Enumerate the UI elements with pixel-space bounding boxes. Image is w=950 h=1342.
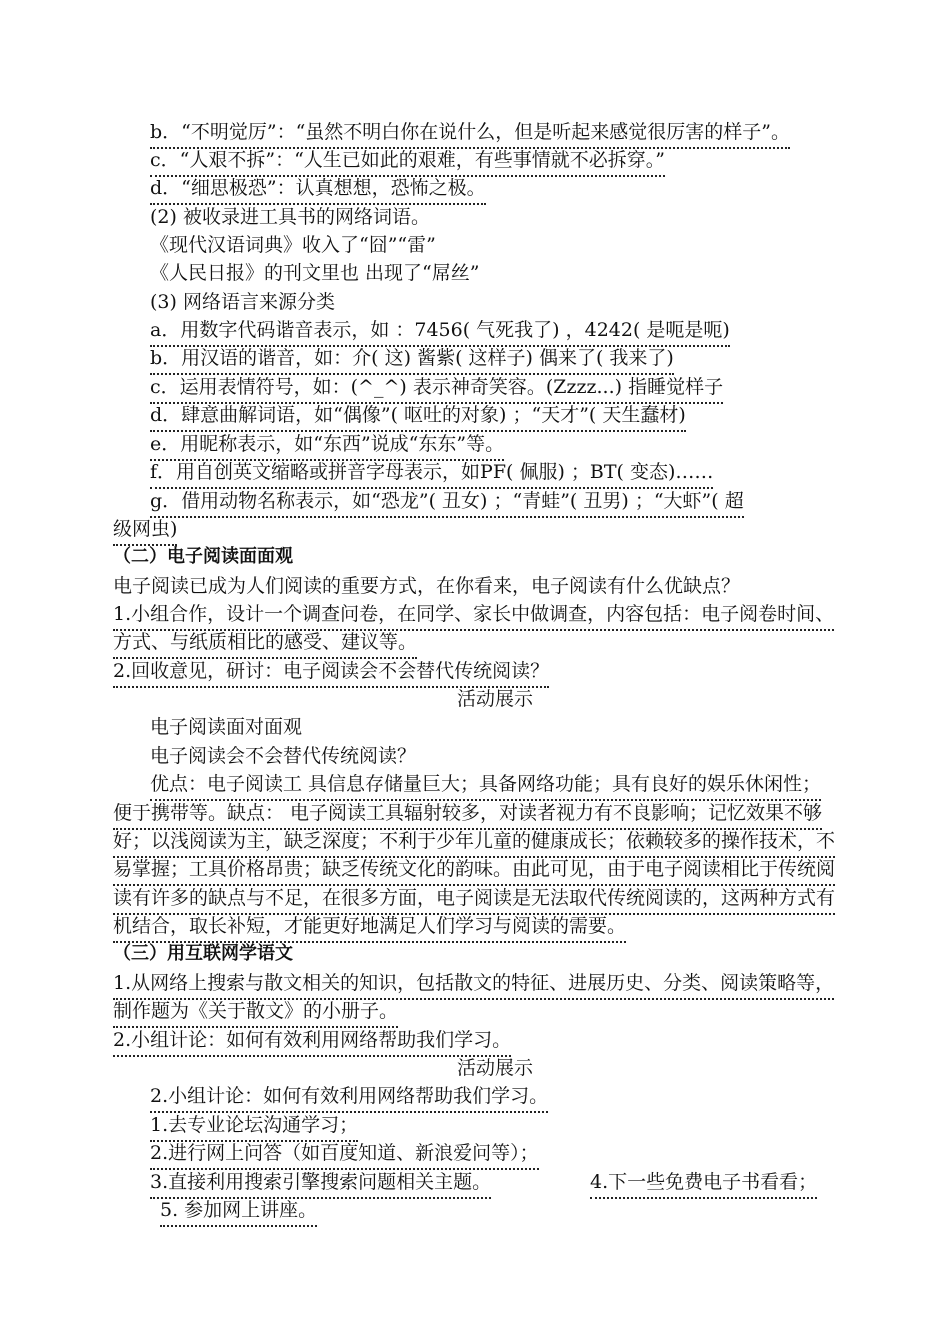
subsection-3-title: (3) 网络语言来源分类 bbox=[150, 291, 335, 313]
pros-cons-line-6: 机结合，取长补短，才能更好地满足人们学习与阅读的需要。 bbox=[113, 912, 626, 943]
source-item-e: e．用昵称表示，如“东西”说成“东东”等。 bbox=[150, 430, 504, 461]
section-2-task-2: 2.回收意见，研讨：电子阅读会不会替代传统阅读？ bbox=[113, 657, 549, 688]
section-2-heading: （二）电子阅读面面观 bbox=[113, 546, 293, 567]
newspaper-line: 《人民日报》的刊文里也 出现了“屌丝” bbox=[150, 262, 480, 284]
activity-label-2: 活动展示 bbox=[456, 1057, 533, 1079]
method-item-2: 2.进行网上问答（如百度知道、新浪爱问等）； bbox=[150, 1139, 539, 1170]
slang-item-d: d．“细思极恐”：认真想想，恐怖之极。 bbox=[150, 174, 486, 205]
source-item-b: b．用汉语的谐音，如：介( 这) 酱紫( 这样子) 偶来了( 我来了) bbox=[150, 344, 674, 375]
section-2-task-1-continued: 方式、与纸质相比的感受、建议等。 bbox=[113, 628, 417, 659]
slang-item-c: c．“人艰不拆”：“人生已如此的艰难，有些事情就不必拆穿。” bbox=[150, 146, 665, 177]
dictionary-line: 《现代汉语词典》收入了“囧”“雷” bbox=[150, 234, 436, 256]
section-3-task-1: 1.从网络上搜索与散文相关的知识，包括散文的特征、进展历史、分类、阅读策略等， bbox=[113, 969, 834, 1000]
discussion-title: 2.小组计论：如何有效利用网络帮助我们学习。 bbox=[150, 1082, 548, 1113]
show-line-2: 电子阅读会不会替代传统阅读？ bbox=[150, 745, 417, 767]
method-item-4: 4.下一些免费电子书看看； bbox=[590, 1168, 817, 1199]
activity-label: 活动展示 bbox=[456, 688, 533, 710]
method-item-1: 1.去专业论坛沟通学习； bbox=[150, 1111, 358, 1142]
section-3-task-2: 2.小组计论：如何有效利用网络帮助我们学习。 bbox=[113, 1026, 511, 1057]
pros-cons-line-5: 读有许多的缺点与不足，在很多方面，电子阅读是无法取代传统阅读的，这两种方式有 bbox=[113, 884, 835, 915]
section-3-task-1-continued: 制作题为《关于散文》的小册子。 bbox=[113, 997, 398, 1028]
source-item-g: g．借用动物名称表示，如“恐龙”( 丑女) ；“青蛙”( 丑男) ；“大虾”( 超 bbox=[150, 487, 744, 518]
pros-cons-line-3: 好；以浅阅读为主，缺乏深度；不利于少年儿童的健康成长；依赖较多的操作技术，不 bbox=[113, 827, 835, 858]
source-item-g-continued: 级网虫) bbox=[113, 515, 177, 546]
method-item-5: 5. 参加网上讲座。 bbox=[160, 1196, 317, 1227]
pros-cons-line-2: 便于携带等。缺点： 电子阅读工具辐射较多，对读者视力有不良影响；记忆效果不够 bbox=[113, 799, 822, 830]
source-item-f: f．用自创英文缩略或拼音字母表示，如PF( 佩服) ；BT( 变态)…… bbox=[150, 458, 713, 489]
slang-item-b: b．“不明觉厉”：“虽然不明白你在说什么，但是听起来感觉很厉害的样子”。 bbox=[150, 118, 790, 149]
pros-cons-line-1: 优点：电子阅读工 具信息存储量巨大；具备网络功能；具有良好的娱乐休闲性； bbox=[150, 770, 821, 801]
source-item-a: a．用数字代码谐音表示，如 ：7456( 气死我了) ，4242( 是呃是呃) bbox=[150, 316, 730, 347]
subsection-2-title: (2) 被收录进工具书的网络词语。 bbox=[150, 206, 430, 228]
method-item-3: 3.直接利用搜索引擎搜索问题相关主题。 bbox=[150, 1168, 491, 1199]
section-2-intro: 电子阅读已成为人们阅读的重要方式，在你看来，电子阅读有什么优缺点？ bbox=[113, 575, 741, 597]
section-3-heading: （三）用互联网学语文 bbox=[113, 943, 293, 964]
show-line-1: 电子阅读面对面观 bbox=[150, 716, 303, 738]
source-item-c: c．运用表情符号，如：(^_^) 表示神奇笑容。(Zzzz...) 指睡觉样子 bbox=[150, 373, 723, 404]
pros-cons-line-4: 易掌握；工具价格昂贵；缺乏传统文化的韵味。由此可见，由于电子阅读相比于传统阅 bbox=[113, 855, 835, 886]
section-2-task-1: 1.小组合作，设计一个调查问卷，在同学、家长中做调查，内容包括：电子阅卷时间、 bbox=[113, 600, 834, 631]
source-item-d: d．肆意曲解词语，如“偶像”( 呕吐的对象) ；“天才”( 天生蠢材) bbox=[150, 401, 686, 432]
